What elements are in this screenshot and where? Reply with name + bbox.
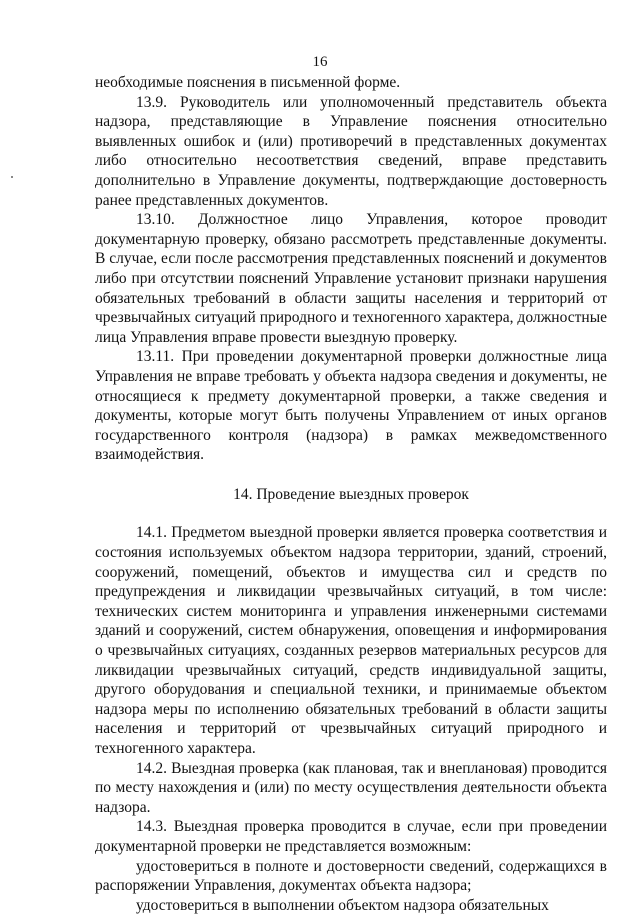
paragraph-14-2: 14.2. Выездная проверка (как плановая, так и внеплановая) проводится по месту нахождения и (или) по месту осуществления деятельности объекта надзора. [95,759,607,816]
paragraph-list-item: удостовериться в полноте и достоверности сведений, содержащихся в распоряжении Управления, документах объекта надзора; [95,857,607,895]
paragraph-13-10: 13.10. Должностное лицо Управления, которое проводит документарную проверку, обязано рассмотреть представленные документы. В случае, если после рассмотрения представленных пояснений и документов либо при отсутствии пояснений Управление установит признаки нарушения обязательных требований в области защиты населения и территорий от чрезвычайных ситуаций природного и техногенного характера, должностные лица Управления вправе провести выездную проверку. [95,211,607,346]
document-body [95,73,607,915]
paragraph-13-11: 13.11. При проведении документарной проверки должностные лица Управления не вправе требовать у объекта надзора сведения и документы, не относящиеся к предмету документарной проверки, а также сведения и документы, которые могут быть получены Управлением от иных органов государственного контроля (надзора) в рамках межведомственного взаимодействия. [95,348,607,464]
paragraph-14-3: 14.3. Выездная проверка проводится в случае, если при проведении документарной проверки не представляется возможным: [95,818,607,855]
paragraph-continuation: необходимые пояснения в письменной форме. [95,74,401,91]
section-heading: 14. Проведение выездных проверок [233,485,469,503]
paragraph-14-1: 14.1. Предметом выездной проверки является проверка соответствия и состояния используемых объектом надзора территории, зданий, строений, сооружений, помещений, объектов и имущества сил и средств по предупреждения и ликвидации чрезвычайных ситуаций, в том числе: технических систем мониторинга и управления инженерными системами зданий и сооружений, систем обнаружения, оповещения и информирования о чрезвычайных ситуациях, созданных резервов материальных ресурсов для ликвидации чрезвычайных ситуаций, средств индивидуальной защиты, другого оборудования и специальной техники, и принимаемые объектом надзора меры по исполнению обязательных требований в области защиты населения и территорий от чрезвычайных ситуаций природного и техногенного характера. [95,524,607,757]
paragraph-13-9: 13.9. Руководитель или уполномоченный представитель объекта надзора, представляющие в Управление пояснения относительно выявленных ошибок и (или) противоречий в представленных документах либо относительно несоответствия сведений, вправе представить дополнительно в Управление документы, подтверждающие достоверность ранее представленных документов. [95,93,607,209]
paragraph-list-item: удостовериться в выполнении объектом надзора обязательных [136,896,549,914]
page-number: 16 [312,54,328,70]
margin-mark [11,176,13,178]
